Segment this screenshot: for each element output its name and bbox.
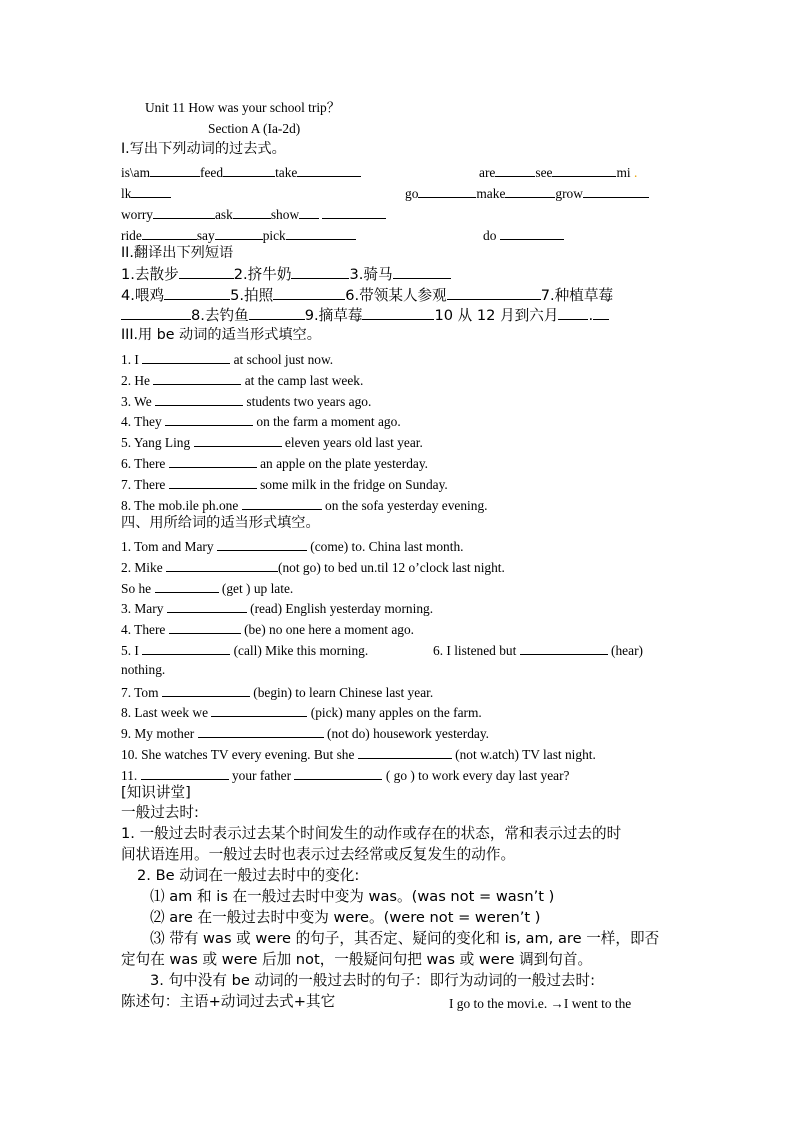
- blank[interactable]: [249, 307, 305, 320]
- part4-q11: [121, 767, 570, 782]
- part1-row1-right: [479, 164, 637, 179]
- part1-row4-left: [121, 227, 356, 242]
- blank[interactable]: [505, 185, 555, 198]
- item-prefix: 7. There: [121, 476, 166, 492]
- part2-row3: 8.去钓鱼 9.摘草莓 10 从 12 月到六月 .: [121, 307, 609, 324]
- word-are: are: [479, 165, 496, 180]
- blank[interactable]: [169, 455, 257, 468]
- blank[interactable]: [273, 287, 345, 300]
- blank[interactable]: [362, 307, 434, 320]
- blank[interactable]: [393, 266, 451, 279]
- q9-text: 9. My mother: [121, 726, 195, 741]
- item-suffix: eleven years old last year.: [284, 435, 423, 451]
- q11-tail: ( go ) to work every day last year?: [385, 768, 570, 783]
- knowledge-p4b: I go to the movi.e. →I went to the: [449, 996, 632, 1011]
- phrase-10: 10 从 12 月到六月: [434, 307, 559, 324]
- q2-tail: (not go) to bed un.til 12 o’clock last night.: [278, 560, 505, 575]
- item-prefix: 6. There: [121, 456, 166, 471]
- blank[interactable]: [141, 767, 229, 780]
- blank[interactable]: [155, 580, 219, 593]
- q8-tail: (pick) many apples on the farm.: [310, 705, 482, 720]
- blank[interactable]: [211, 704, 307, 717]
- item-prefix: 1. I: [121, 352, 139, 367]
- q8-text: 8. Last week we: [121, 705, 209, 720]
- section-title: Section A (Ia-2d): [208, 121, 301, 136]
- word-make: make: [476, 186, 506, 201]
- blank[interactable]: [150, 164, 200, 177]
- word-lk: lk: [121, 186, 132, 201]
- blank[interactable]: [164, 287, 230, 300]
- blank[interactable]: [418, 185, 476, 198]
- q1-text: 1. Tom and Mary: [121, 539, 214, 554]
- blank[interactable]: [166, 559, 218, 572]
- q6-tail: (hear): [611, 643, 643, 658]
- item-suffix: some milk in the fridge on Sunday.: [260, 476, 448, 492]
- part4-q6b: nothing.: [121, 662, 166, 677]
- q4-tail: (be) no one here a moment ago.: [244, 622, 415, 637]
- q9-tail: (not do) housework yesterday.: [327, 726, 490, 741]
- blank[interactable]: [198, 725, 324, 738]
- word-mi: mi: [616, 165, 631, 180]
- knowledge-p3: 3. 句中没有 be 动词的一般过去时的句子：即行为动词的一般过去时:: [150, 972, 596, 989]
- part1-row4-right: [483, 227, 564, 242]
- phrase-8: 8.去钓鱼: [191, 307, 249, 324]
- blank[interactable]: [165, 413, 253, 426]
- knowledge-p4a: 陈述句：主语+动词过去式+其它: [121, 993, 336, 1010]
- q6-text: 6. I listened but: [433, 643, 517, 658]
- part4-q2b: [121, 580, 293, 595]
- blank[interactable]: [299, 206, 319, 219]
- knowledge-subheading: 一般过去时:: [121, 804, 199, 821]
- blank[interactable]: [447, 287, 541, 300]
- part1-heading: I.写出下列动词的过去式。: [121, 141, 286, 157]
- phrase-1: 1.去散步: [121, 266, 179, 283]
- part4-q1: [121, 538, 464, 553]
- blank[interactable]: [223, 164, 275, 177]
- word-say: say: [196, 228, 215, 243]
- part4-heading: 四、用所给词的适当形式填空。: [121, 515, 320, 531]
- word-worry: worry: [121, 207, 153, 222]
- blank[interactable]: [169, 621, 241, 634]
- word-grow: grow: [555, 186, 583, 201]
- q5-text: 5. I: [121, 643, 139, 658]
- part4-q4: [121, 621, 414, 636]
- word-is-am: is\am: [121, 165, 151, 180]
- blank[interactable]: [495, 164, 535, 177]
- blank[interactable]: [218, 559, 278, 572]
- blank[interactable]: [558, 307, 588, 320]
- blank[interactable]: [233, 206, 271, 219]
- item-suffix: an apple on the plate yesterday.: [260, 456, 429, 471]
- q10-tail: (not w.atch) TV last night.: [455, 747, 596, 762]
- blank[interactable]: [169, 476, 257, 489]
- blank[interactable]: [215, 227, 263, 240]
- q10-text: 10. She watches TV every evening. But she: [121, 747, 355, 762]
- q7-tail: (begin) to learn Chinese last year.: [253, 685, 434, 700]
- part4-q9: [121, 725, 489, 740]
- blank[interactable]: [583, 185, 649, 198]
- q4-text: 4. There: [121, 622, 166, 637]
- item-prefix: 4. They: [121, 414, 162, 430]
- q3-text: 3. Mary: [121, 601, 164, 616]
- item-suffix: on the sofa yesterday evening.: [325, 497, 488, 513]
- item-prefix: 8. The mob.ile ph.one: [121, 497, 239, 513]
- knowledge-p2ii: ⑵ are 在一般过去时中变为 were。(were not = weren’t ): [150, 909, 541, 926]
- knowledge-p2i: ⑴ am 和 is 在一般过去时中变为 was。(was not = wasn’t ): [150, 888, 555, 905]
- part1-row2-left: [121, 185, 171, 200]
- phrase-4: 4.喂鸡: [121, 287, 165, 304]
- be-verb-item: [121, 497, 488, 512]
- blank[interactable]: [179, 266, 234, 279]
- word-feed: feed: [200, 165, 224, 180]
- item-suffix: on the farm a moment ago.: [256, 414, 401, 430]
- blank[interactable]: [142, 642, 230, 655]
- word-go: go: [405, 186, 419, 201]
- blank[interactable]: [194, 434, 282, 447]
- part2-row2: [121, 287, 613, 304]
- word-ride: ride: [121, 228, 142, 243]
- word-pick: pick: [262, 228, 286, 243]
- phrase-3: 3.骑马: [349, 266, 393, 283]
- part4-q2: [121, 559, 505, 574]
- blank[interactable]: [500, 227, 564, 240]
- blank[interactable]: [552, 164, 616, 177]
- part1-row1-left: [121, 164, 361, 179]
- knowledge-p1a: 1. 一般过去时表示过去某个时间发生的动作或存在的状态，常和表示过去的时: [121, 825, 622, 842]
- item-suffix: at school just now.: [233, 352, 334, 367]
- word-do: do: [483, 228, 497, 243]
- blank[interactable]: [358, 746, 452, 759]
- phrase-9: 9.摘草莓: [304, 307, 363, 324]
- part4-q5: [121, 642, 368, 657]
- part4-q3: [121, 600, 433, 615]
- word-show: show: [270, 207, 300, 222]
- blank[interactable]: [217, 538, 307, 551]
- blank[interactable]: [142, 227, 197, 240]
- blank[interactable]: [153, 372, 241, 385]
- blank[interactable]: [322, 206, 386, 219]
- q1-tail: (come) to. China last month.: [310, 539, 464, 554]
- phrase-5: 5.拍照: [230, 287, 274, 304]
- blank[interactable]: [155, 393, 243, 406]
- part3-heading: III.用 be 动词的适当形式填空。: [121, 327, 321, 343]
- q3-tail: (read) English yesterday morning.: [250, 601, 434, 616]
- blank[interactable]: [291, 266, 349, 279]
- part2-heading: II.翻译出下列短语: [121, 245, 234, 261]
- knowledge-p2iiib: 定句在 was 或 were 后加 not，一般疑问句把 was 或 were 调到句首。: [121, 951, 593, 968]
- item-suffix: students two years ago.: [246, 393, 372, 409]
- item-prefix: 3. We: [121, 393, 152, 409]
- knowledge-p2iiia: ⑶ 带有 was 或 were 的句子，其否定、疑问的变化和 is, am, are 一样，即否: [150, 930, 660, 947]
- blank[interactable]: [294, 767, 382, 780]
- dot-mark: .: [630, 165, 638, 180]
- blank[interactable]: [131, 185, 171, 198]
- be-verb-item: [121, 393, 371, 408]
- q2-text: 2. Mike: [121, 560, 163, 575]
- blank[interactable]: [593, 307, 609, 320]
- blank[interactable]: [167, 600, 247, 613]
- blank[interactable]: [297, 164, 361, 177]
- q11-text: 11.: [121, 768, 138, 783]
- knowledge-p2: 2. Be 动词在一般过去时中的变化:: [137, 867, 360, 884]
- part4-q6: [433, 642, 643, 657]
- be-verb-item: [121, 434, 423, 449]
- blank[interactable]: [520, 642, 608, 655]
- phrase-6: 6.带领某人参观: [345, 287, 447, 304]
- be-verb-item: [121, 413, 401, 428]
- phrase-2: 2.挤牛奶: [233, 266, 292, 283]
- blank[interactable]: [142, 351, 230, 364]
- item-prefix: 5. Yang Ling: [121, 435, 191, 451]
- q2b-text: So he: [121, 581, 152, 596]
- q5-tail: (call) Mike this morning.: [233, 643, 369, 658]
- q2b-tail: (get ) up late.: [221, 581, 294, 596]
- part1-row2-right: [405, 185, 649, 200]
- be-verb-item: [121, 372, 363, 387]
- blank[interactable]: [286, 227, 356, 240]
- phrase-7: 7.种植草莓: [540, 287, 614, 304]
- item-prefix: 2. He: [121, 372, 151, 388]
- blank[interactable]: [153, 206, 215, 219]
- be-verb-item: [121, 455, 428, 470]
- knowledge-heading: [知识讲堂]: [121, 784, 191, 801]
- knowledge-p1b: 间状语连用。一般过去时也表示过去经常或反复发生的动作。: [121, 846, 516, 863]
- part4-q8: [121, 704, 482, 719]
- word-take: take: [275, 165, 298, 180]
- be-verb-item: [121, 351, 333, 366]
- q11-mid: your father: [231, 768, 292, 783]
- part4-q7: [121, 684, 433, 699]
- word-see: see: [535, 165, 553, 180]
- blank[interactable]: [162, 684, 250, 697]
- part4-q10: [121, 746, 596, 761]
- blank[interactable]: [121, 307, 191, 320]
- word-ask: ask: [214, 207, 233, 222]
- item-suffix: at the camp last week.: [244, 372, 364, 388]
- be-verb-item: [121, 476, 448, 491]
- blank[interactable]: [242, 497, 322, 510]
- unit-title: Unit 11 How was your school trip？: [145, 100, 341, 115]
- part2-row1: [121, 266, 451, 283]
- q7-text: 7. Tom: [121, 685, 159, 700]
- part1-row3: [121, 206, 386, 221]
